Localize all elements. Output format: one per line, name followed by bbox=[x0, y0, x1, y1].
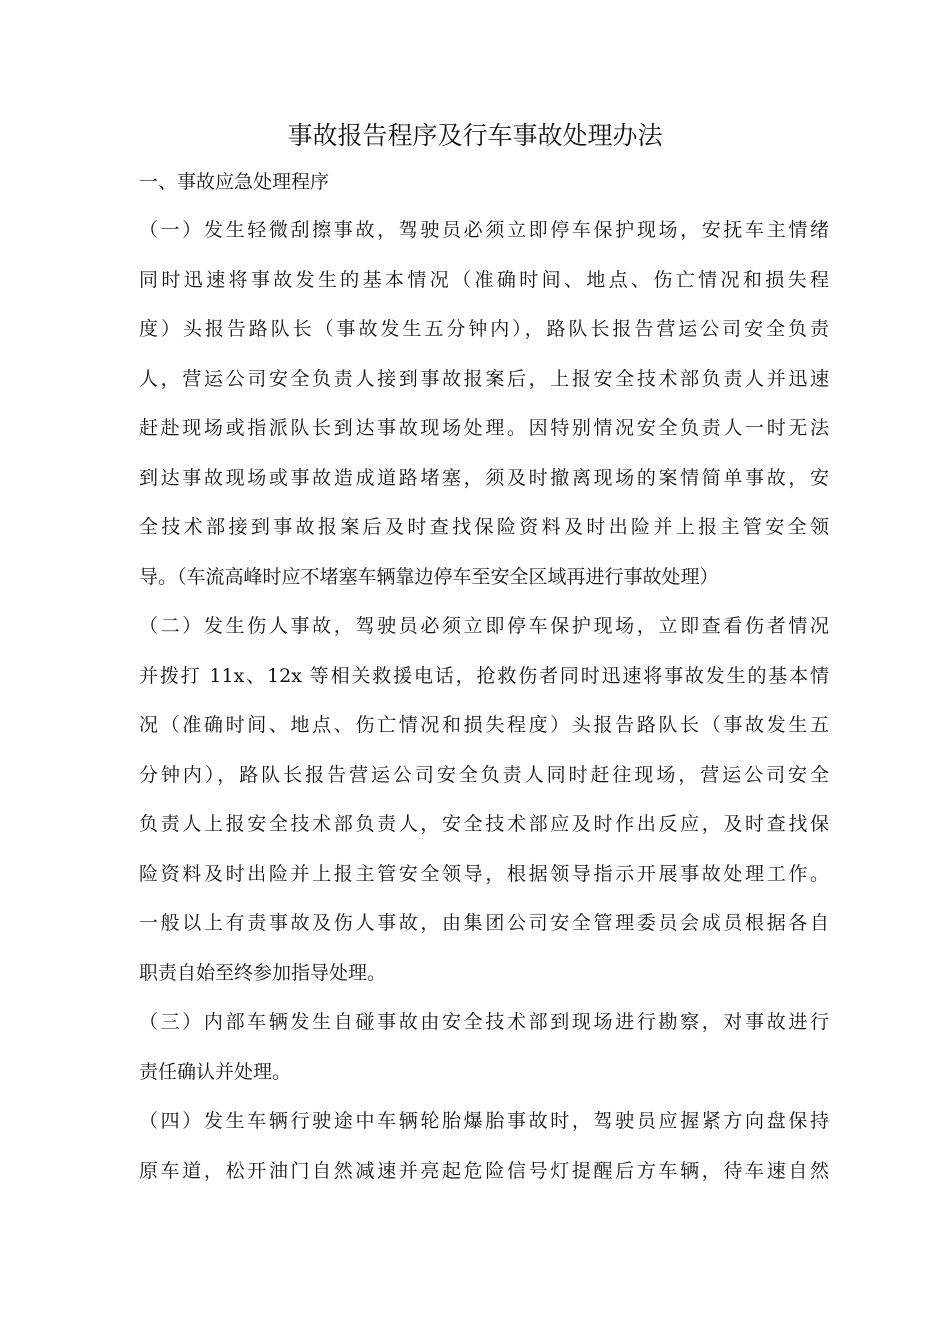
paragraph-line: 度）头报告路队长（事故发生五分钟内），路队长报告营运公司安全负责 bbox=[139, 318, 829, 340]
paragraph-line: 并拨打 11x、12x 等相关救援电话，抢救伤者同时迅速将事故发生的基本情 bbox=[139, 664, 829, 687]
paragraph-4 bbox=[139, 1097, 829, 1196]
paragraph-line: 负责人上报安全技术部负责人，安全技术部应及时作出反应，及时查找保 bbox=[139, 813, 829, 835]
document-title: 事故报告程序及行车事故处理办法 bbox=[287, 121, 663, 150]
paragraph-line: 险资料及时出险并上报主管安全领导，根据领导指示开展事故处理工作。 bbox=[139, 862, 829, 885]
paragraph-line: 原车道，松开油门自然减速并亮起危险信号灯提醒后方车辆，待车速自然 bbox=[139, 1159, 829, 1182]
paragraph-line: 导。（车流高峰时应不堵塞车辆靠边停车至安全区域再进行事故处理） bbox=[139, 565, 719, 588]
paragraph-line: 人，营运公司安全负责人接到事故报案后，上报安全技术部负责人并迅速 bbox=[139, 367, 829, 390]
paragraph-line: 责任确认并处理。 bbox=[139, 1060, 292, 1083]
paragraph-line: （三）内部车辆发生自碰事故由安全技术部到现场进行勘察，对事故进行 bbox=[139, 1011, 829, 1033]
section-heading: 一、事故应急处理程序 bbox=[139, 171, 330, 193]
paragraph-3 bbox=[139, 998, 829, 1097]
paragraph-line: 到达事故现场或事故造成道路堵塞，须及时撤离现场的案情简单事故，安 bbox=[139, 466, 829, 489]
paragraph-line: 分钟内），路队长报告营运公司安全负责人同时赶往现场，营运公司安全 bbox=[139, 763, 829, 786]
paragraph-line: 一般以上有责事故及伤人事故，由集团公司安全管理委员会成员根据各自 bbox=[139, 912, 829, 934]
paragraph-line: （一）发生轻微刮擦事故，驾驶员必须立即停车保护现场，安抚车主情绪 bbox=[139, 219, 829, 241]
paragraph-line: 况（准确时间、地点、伤亡情况和损失程度）头报告路队长（事故发生五 bbox=[139, 714, 829, 736]
paragraph-line: 赶赴现场或指派队长到达事故现场处理。因特别情况安全负责人一时无法 bbox=[139, 417, 829, 439]
paragraph-2 bbox=[139, 602, 829, 998]
paragraph-line: （二）发生伤人事故，驾驶员必须立即停车保护现场，立即查看伤者情况 bbox=[139, 615, 829, 637]
paragraph-line: 同时迅速将事故发生的基本情况（准确时间、地点、伤亡情况和损失程 bbox=[139, 268, 829, 291]
paragraph-line: 全技术部接到事故报案后及时查找保险资料及时出险并上报主管安全领 bbox=[139, 516, 829, 538]
paragraph-line: 职责自始至终参加指导处理。 bbox=[139, 961, 387, 984]
paragraph-line: （四）发生车辆行驶途中车辆轮胎爆胎事故时，驾驶员应握紧方向盘保持 bbox=[139, 1110, 829, 1132]
paragraph-1 bbox=[139, 206, 829, 602]
document-body bbox=[139, 158, 829, 1196]
